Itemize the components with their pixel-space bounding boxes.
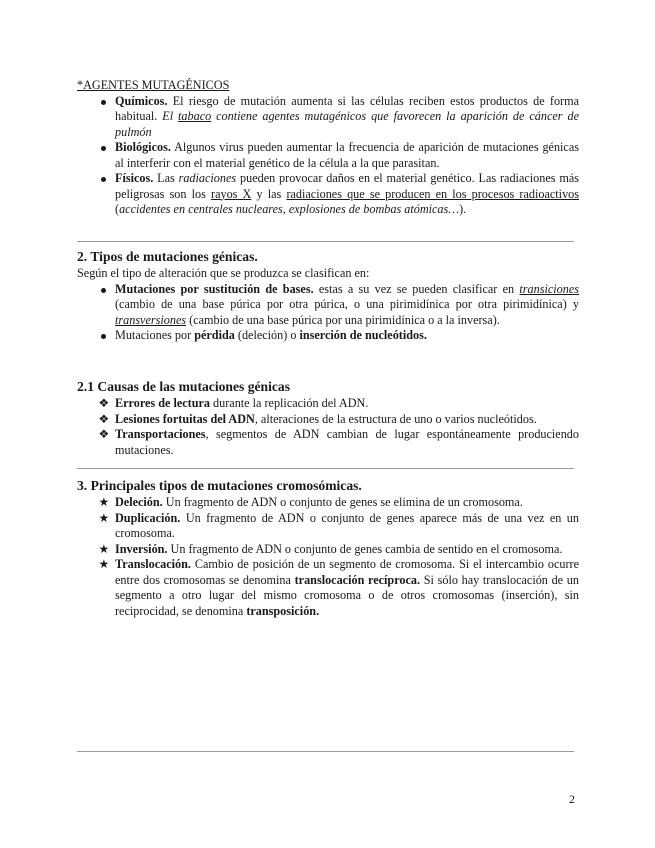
list-item: Biológicos. Algunos virus pueden aumentar la frecuencia de aparición de mutaciones génicas al interferir con el material genético de la célula a la que parasitan. [77,140,579,171]
agentes-section [77,78,579,218]
star-bullet-icon: ★ [98,557,110,571]
causas-list [77,396,579,458]
agentes-list [77,94,579,218]
page-number: 2 [569,792,575,806]
tipos-list [77,282,579,344]
section-heading: 3. Principales tipos de mutaciones cromosómicas. [77,478,362,493]
list-item: ★ Deleción. Un fragmento de ADN o conjunto de genes se elimina de un cromosoma. [98,495,523,509]
list-item: ★ Translocación. Cambio de posición de un segmento de cromosoma. Si el intercambio ocurre entre dos cromosomas se denomina translocación recíproca. Si sólo hay translocación de un segmento a otro lugar del mismo cromosoma o de otros cromosomas (inserción), sin reciprocidad, se denomina transposición. [98,557,579,618]
list-item: Físicos. Las radiaciones pueden provocar daños en el material genético. Las radiaciones más peligrosas son los rayos X y las radiaciones que se producen en los procesos radioactivos (accidentes en centrales nucleares, explosiones de bombas atómicas…). [77,171,579,218]
list-item: ★ Inversión. Un fragmento de ADN o conjunto de genes cambia de sentido en el cromosoma. [98,541,563,556]
list-item: ❖ Errores de lectura durante la replicación del ADN. [98,396,369,410]
star-bullet-icon: ★ [98,541,110,556]
divider [77,241,574,242]
tipos-intro: Según el tipo de alteración que se produzca se clasifican en: [77,266,370,280]
list-item: Químicos. El riesgo de mutación aumenta si las células reciben estos productos de forma habitual. El tabaco contiene agentes mutagénicos que favorecen la aparición de cáncer de pulmón [77,94,579,141]
list-item: ★ Duplicación. Un fragmento de ADN o conjunto de genes aparece más de una vez en un cromosoma. [98,510,579,540]
diamond-bullet-icon: ❖ [98,427,110,441]
cromosomicas-list [77,495,579,619]
section-heading: 2.1 Causas de las mutaciones génicas [77,379,290,394]
causas-section [77,378,579,458]
agentes-title: *AGENTES MUTAGÉNICOS [77,78,230,92]
list-item: ❖ Lesiones fortuitas del ADN, alteraciones de la estructura de uno o varios nucleótidos. [98,411,537,426]
divider [77,468,574,469]
tipos-section [77,248,579,344]
star-bullet-icon: ★ [98,495,110,509]
list-item: Mutaciones por sustitución de bases. estas a su vez se pueden clasificar en transiciones (cambio de una base púrica por otra púrica, o una pirimidínica por otra pirimidínica) y transversiones (cambio de una base púrica por una pirimidínica o a la inversa). [77,282,579,329]
star-bullet-icon: ★ [98,510,110,525]
cromosomicas-section [77,477,579,619]
list-item: ❖ Transportaciones, segmentos de ADN cambian de lugar espontáneamente produciendo mutaciones. [98,427,579,457]
section-heading: 2. Tipos de mutaciones génicas. [77,249,258,264]
diamond-bullet-icon: ❖ [98,396,110,410]
footer-divider [77,751,574,752]
diamond-bullet-icon: ❖ [98,411,110,426]
list-item: Mutaciones por pérdida (deleción) o inserción de nucleótidos. [77,328,579,344]
